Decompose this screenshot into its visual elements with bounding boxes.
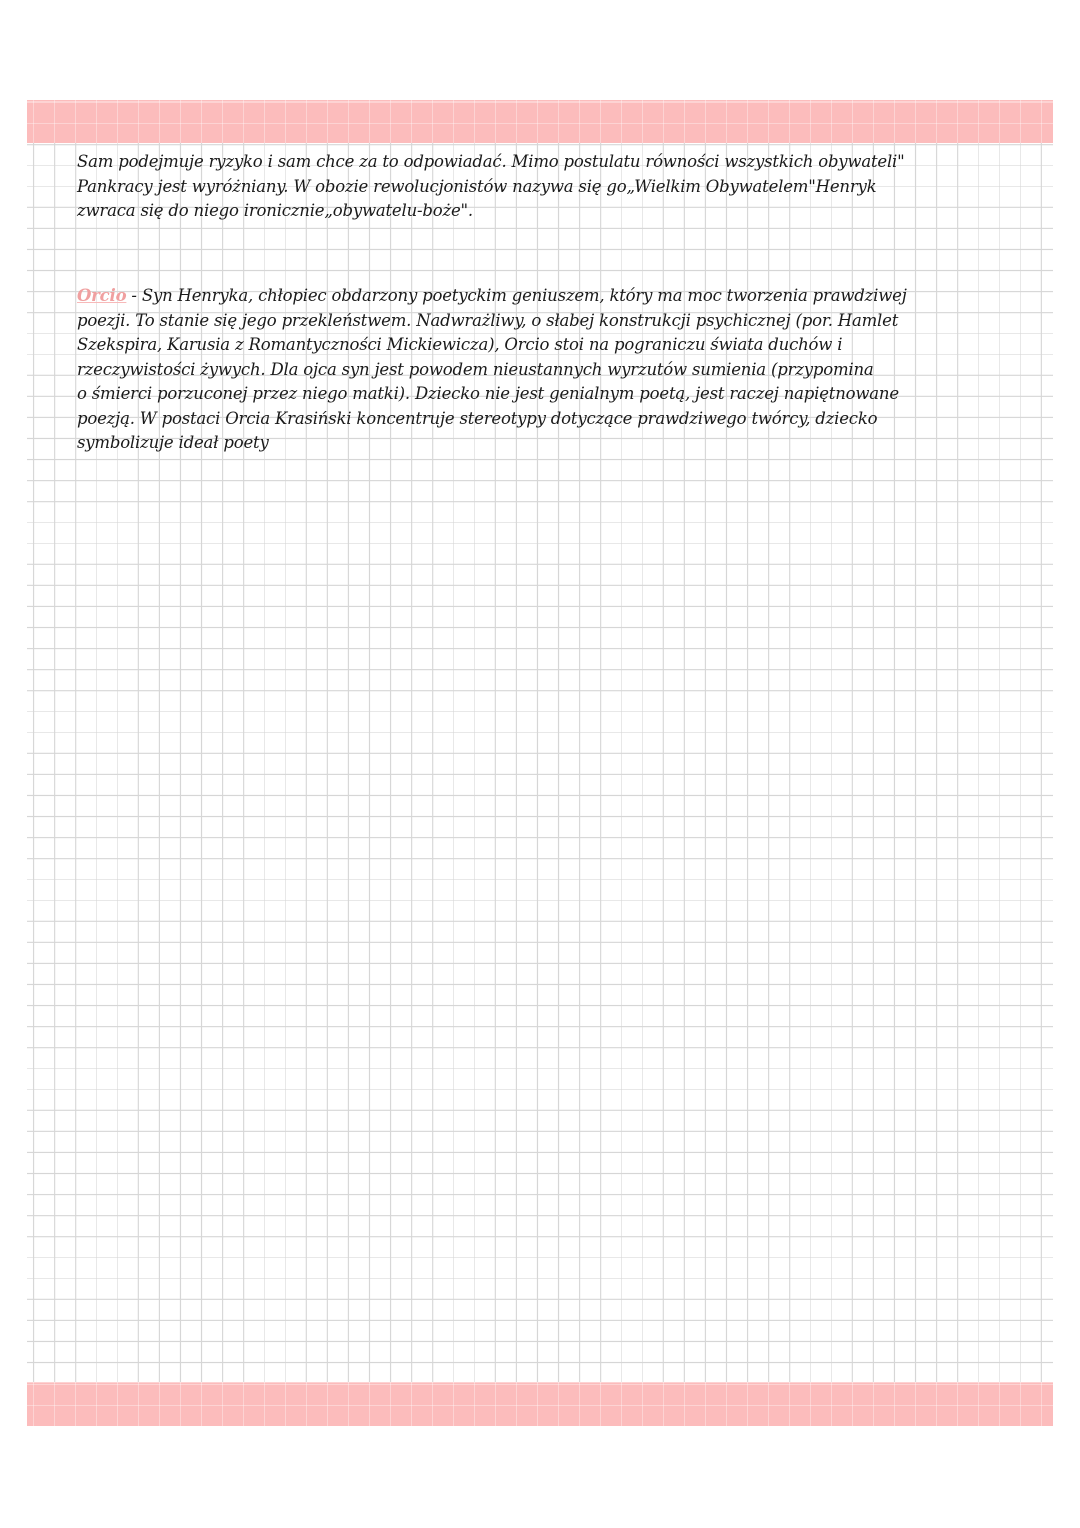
text-line: zwraca się do niego ironicznie„obywatelu-boże". — [77, 201, 473, 220]
paragraph-orcio — [77, 284, 1027, 456]
text-line-rest: - Syn Henryka, chłopiec obdarzony poetyckim geniuszem, który ma moc tworzenia prawdziwej — [126, 286, 907, 305]
text-line: Pankracy jest wyróżniany. W obozie rewolucjonistów nazywa się go„Wielkim Obywatelem"Henryk — [77, 176, 877, 196]
text-line: symbolizuje ideał poety — [77, 433, 269, 452]
text-line: poezji. To stanie się jego przekleństwem. Nadwrażliwy, o słabej konstrukcji psychicznej (por. Hamlet — [77, 310, 899, 330]
bottom-pink-band — [27, 1382, 1053, 1426]
term-heading: Orcio — [77, 286, 127, 305]
text-line: poezją. W postaci Orcia Krasiński koncentruje stereotypy dotyczące prawdziwego twórcy, dziecko — [77, 408, 878, 428]
text-line: Szekspira, Karusia z Romantyczności Mickiewicza), Orcio stoi na pograniczu świata duchów i — [77, 335, 843, 354]
text-line: rzeczywistości żywych. Dla ojca syn jest powodem nieustannych wyrzutów sumienia (przypomina — [77, 359, 874, 379]
paragraph-pankracy — [77, 150, 1027, 224]
text-line: o śmierci porzuconej przez niego matki). Dziecko nie jest genialnym poetą, jest raczej napiętnowane — [77, 384, 899, 403]
text-line: Sam podejmuje ryzyko i sam chce za to odpowiadać. Mimo postulatu równości wszystkich obywateli" — [77, 152, 905, 171]
top-pink-band — [27, 100, 1053, 143]
text-line — [77, 284, 1027, 309]
